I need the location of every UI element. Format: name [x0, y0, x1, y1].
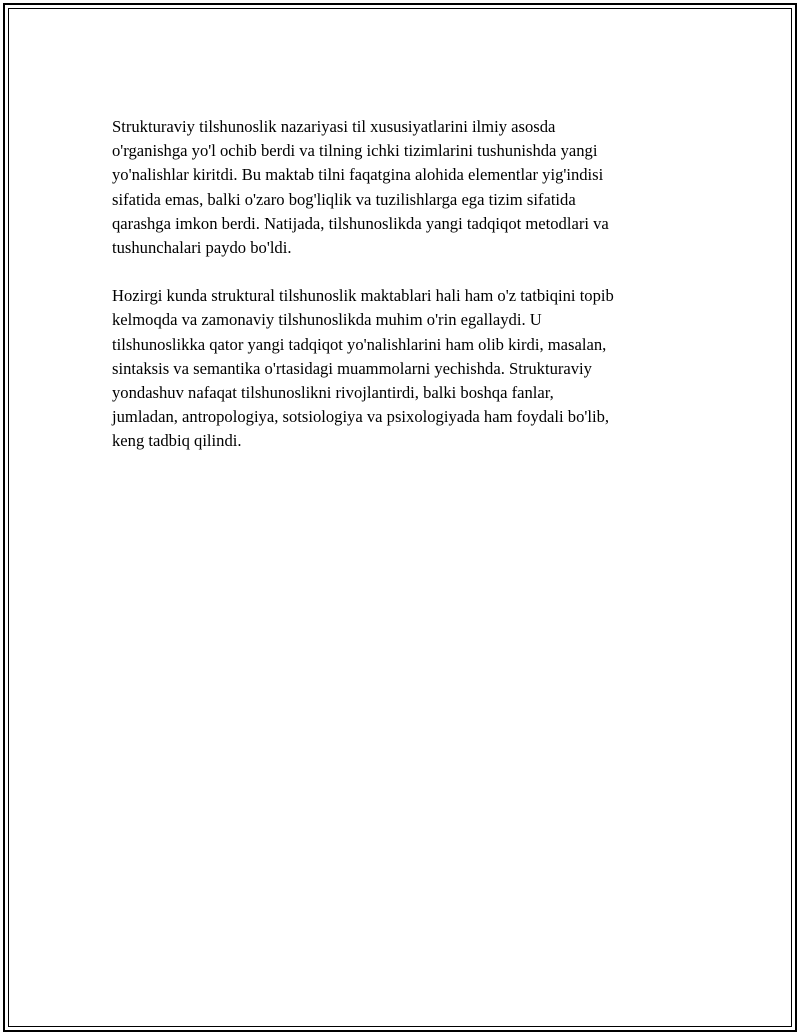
paragraph-2: Hozirgi kunda struktural tilshunoslik maktablari hali ham o'z tatbiqini topib kelmoqda va zamonaviy tilshunoslikda muhim o'rin egallaydi. U tilshunoslikka qator yangi tadqiqot yo'nalishlarini ham olib kirdi, masalan, sintaksis va semantika o'rtasidagi muammolarni yechishda. Strukturaviy yondashuv nafaqat tilshunoslikni rivojlantirdi, balki boshqa fanlar, jumladan, antropologiya, sotsiologiya va psixologiyada ham foydali bo'lib, keng tadbiq qilindi. — [112, 286, 614, 451]
document-body — [112, 115, 682, 478]
paragraph-1: Strukturaviy tilshunoslik nazariyasi til xususiyatlarini ilmiy asosda o'rganishga yo'l ochib berdi va tilning ichki tizimlarini tushunishda yangi yo'nalishlar kiritdi. Bu maktab tilni faqatgina alohida elementlar yig'indisi sifatida emas, balki o'zaro bog'liqlik va tuzilishlarga ega tizim sifatida qarashga imkon berdi. Natijada, tilshunoslikda yangi tadqiqot metodlari va tushunchalari paydo bo'ldi. — [112, 117, 609, 258]
